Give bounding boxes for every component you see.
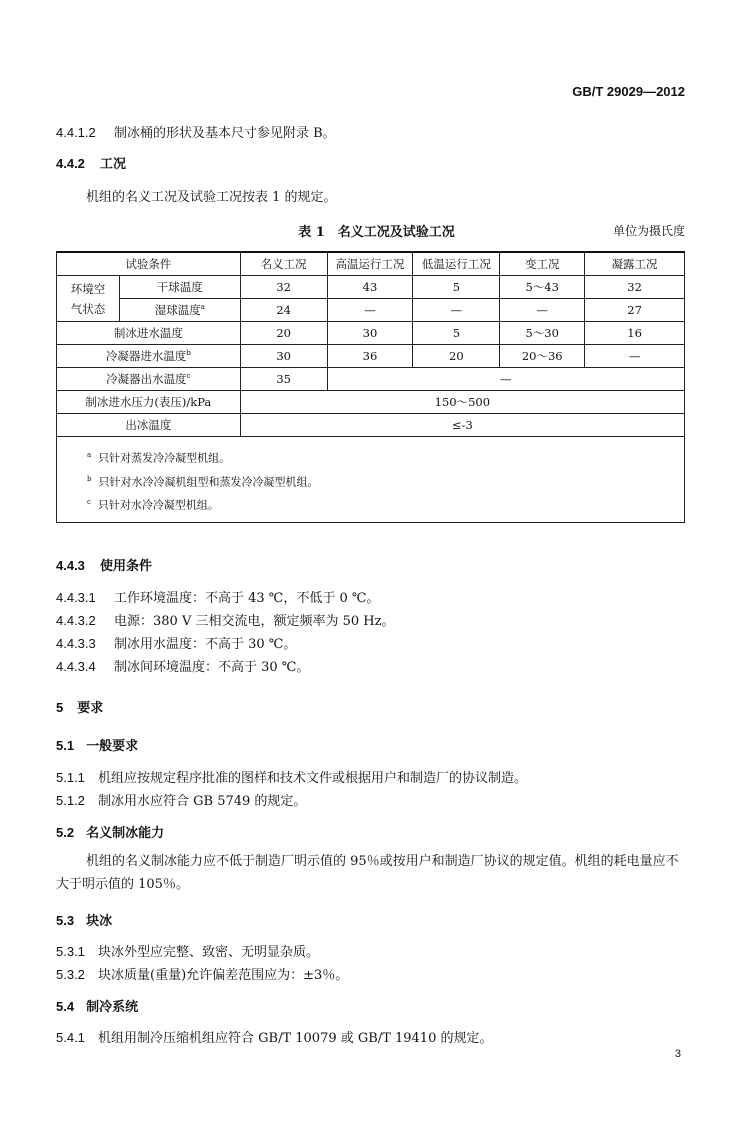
row-label: 出冰温度 [57,414,241,437]
clause-4-4-3-4 [56,656,309,675]
table-cell: 32 [240,276,327,299]
heading-5-3 [56,910,112,929]
clause-number: 5.1.2 [56,793,85,808]
table-cell: — [585,345,685,368]
clause-text: 块冰质量(重量)允许偏差范围应为：±3％。 [98,968,349,983]
clause-number: 4.4.1.2 [56,125,96,140]
clause-number: 4.4.3.1 [56,590,96,605]
heading-4-4-2 [56,153,126,172]
header-cell: 名义工况 [240,252,327,276]
clause-5-2-text: 机组的名义制冰能力应不低于制造厂明示值的 95％或按用户和制造厂协议的规定值。机组的耗电量应不大于明示值的 105％。 [56,854,679,892]
table-row [57,299,685,322]
table-cell: 16 [585,322,685,345]
header-cell: 试验条件 [57,252,241,276]
heading-title: 制冷系统 [86,1000,139,1015]
table-cell: 20 [240,322,327,345]
heading-number: 4.4.3 [56,558,85,573]
clause-text: 工作环境温度：不高于 43 ℃，不低于 0 ℃。 [114,591,380,606]
clause-text: 机组用制冷压缩机组应符合 GB/T 10079 或 GB/T 19410 的规定。 [98,1031,493,1046]
table-caption: 表 1 名义工况及试验工况 [298,225,455,240]
row-label-text: 湿球温度 [154,303,201,317]
heading-number: 5.3 [56,913,75,928]
footnote-mark: a [200,303,205,312]
heading-title: 工况 [100,157,127,172]
table-unit: 单位为摄氏度 [612,224,685,238]
header-cell: 高温运行工况 [327,252,413,276]
heading-title: 块冰 [86,914,113,929]
table-cell: 5～43 [500,276,585,299]
clause-text: 制冰用水温度：不高于 30 ℃。 [114,637,297,652]
table-cell: — [327,299,413,322]
table-note [87,469,684,493]
footnote-mark: b [186,349,191,358]
row-label [57,345,241,368]
clause-number: 4.4.3.4 [56,659,96,674]
clause-4-4-3-3 [56,633,296,652]
table-cell: 5 [413,276,500,299]
header-cell: 低温运行工况 [413,252,500,276]
table-1 [56,251,685,523]
table-row [57,391,685,414]
table-note [87,445,684,469]
table-row [57,345,685,368]
heading-5-1 [56,735,138,754]
heading-5 [56,697,103,716]
header-cell: 凝露工况 [585,252,685,276]
table-cell: — [327,368,684,391]
heading-number: 5 [56,700,64,715]
table-cell: — [500,299,585,322]
row-label [119,299,240,322]
table-row [57,276,685,299]
table-cell: 32 [585,276,685,299]
footnote-mark: a [87,451,92,459]
clause-5-4-1 [56,1027,492,1046]
clause-text: 制冰桶的形状及基本尺寸参见附录 B。 [114,126,336,141]
heading-5-2 [56,822,164,841]
clause-text: 制冰用水应符合 GB 5749 的规定。 [98,794,307,809]
clause-text: 电源：380 V 三相交流电，额定频率为 50 Hz。 [114,614,395,629]
table-cell: 43 [327,276,413,299]
row-label: 制冰进水温度 [57,322,241,345]
row-label [57,368,241,391]
env-label-line: 环境空 [70,281,106,296]
clause-5-1-2 [56,790,306,809]
table-cell: 150～500 [240,391,684,414]
note-text: 只针对蒸发冷冷凝型机组。 [98,451,231,465]
clause-5-3-2 [56,964,348,983]
table-cell: 30 [327,322,413,345]
row-label: 制冰进水压力(表压)/kPa [57,391,241,414]
clause-4-4-3-1 [56,587,379,606]
clause-5-1-1 [56,767,527,786]
table-row [57,322,685,345]
table-cell: 20 [413,345,500,368]
heading-5-4 [56,996,138,1015]
clause-number: 5.4.1 [56,1030,85,1045]
heading-number: 5.1 [56,738,75,753]
clause-number: 4.4.3.2 [56,613,96,628]
footnote-mark: c [87,498,91,507]
table-cell: 27 [585,299,685,322]
clause-text: 机组应按规定程序批准的图样和技术文件或根据用户和制造厂的协议制造。 [98,771,528,786]
row-label: 干球温度 [119,276,240,299]
clause-5-3-1 [56,941,319,960]
table-notes [57,437,685,523]
table-cell: 30 [240,345,327,368]
table-cell: 5～30 [500,322,585,345]
clause-4-4-1-2 [56,122,336,141]
heading-number: 5.2 [56,825,75,840]
table-cell: 36 [327,345,413,368]
clause-text: 制冰间环境温度：不高于 30 ℃。 [114,660,310,675]
table-cell: 24 [240,299,327,322]
table-cell: ≤-3 [240,414,684,437]
clause-number: 5.3.1 [56,944,85,959]
clause-number: 5.1.1 [56,770,85,785]
heading-title: 名义制冰能力 [86,826,165,841]
table-cell: — [413,299,500,322]
page-number: 3 [674,1048,681,1060]
heading-4-4-3 [56,555,152,574]
heading-title: 要求 [77,701,104,716]
table-row [57,414,685,437]
heading-number: 4.4.2 [56,156,85,171]
row-label-text: 冷凝器进水温度 [105,349,187,363]
header-cell: 变工况 [500,252,585,276]
heading-title: 使用条件 [100,559,153,574]
clause-number: 4.4.3.3 [56,636,96,651]
table-cell: 20～36 [500,345,585,368]
clause-4-4-2-text: 机组的名义工况及试验工况按表 1 的规定。 [86,190,337,205]
footnote-mark: c [186,372,191,381]
clause-text: 块冰外型应完整、致密、无明显杂质。 [98,945,320,960]
table-cell: 35 [240,368,327,391]
env-state-label [57,276,120,322]
footnote-mark: b [87,474,92,483]
note-text: 只针对水冷冷凝机组型和蒸发冷冷凝型机组。 [98,475,319,489]
env-label-line: 气状态 [70,301,106,316]
table-notes-row [57,437,685,523]
table-header-row [57,252,685,276]
note-text: 只针对水冷冷凝型机组。 [97,498,219,512]
heading-number: 5.4 [56,999,75,1014]
standard-code: GB/T 29029—2012 [572,84,685,99]
clause-number: 5.3.2 [56,967,85,982]
table-row [57,368,685,391]
row-label-text: 冷凝器出水温度 [106,372,187,386]
clause-4-4-3-2 [56,610,394,629]
table-cell: 5 [413,322,500,345]
table-note [87,492,684,516]
heading-title: 一般要求 [86,739,139,754]
